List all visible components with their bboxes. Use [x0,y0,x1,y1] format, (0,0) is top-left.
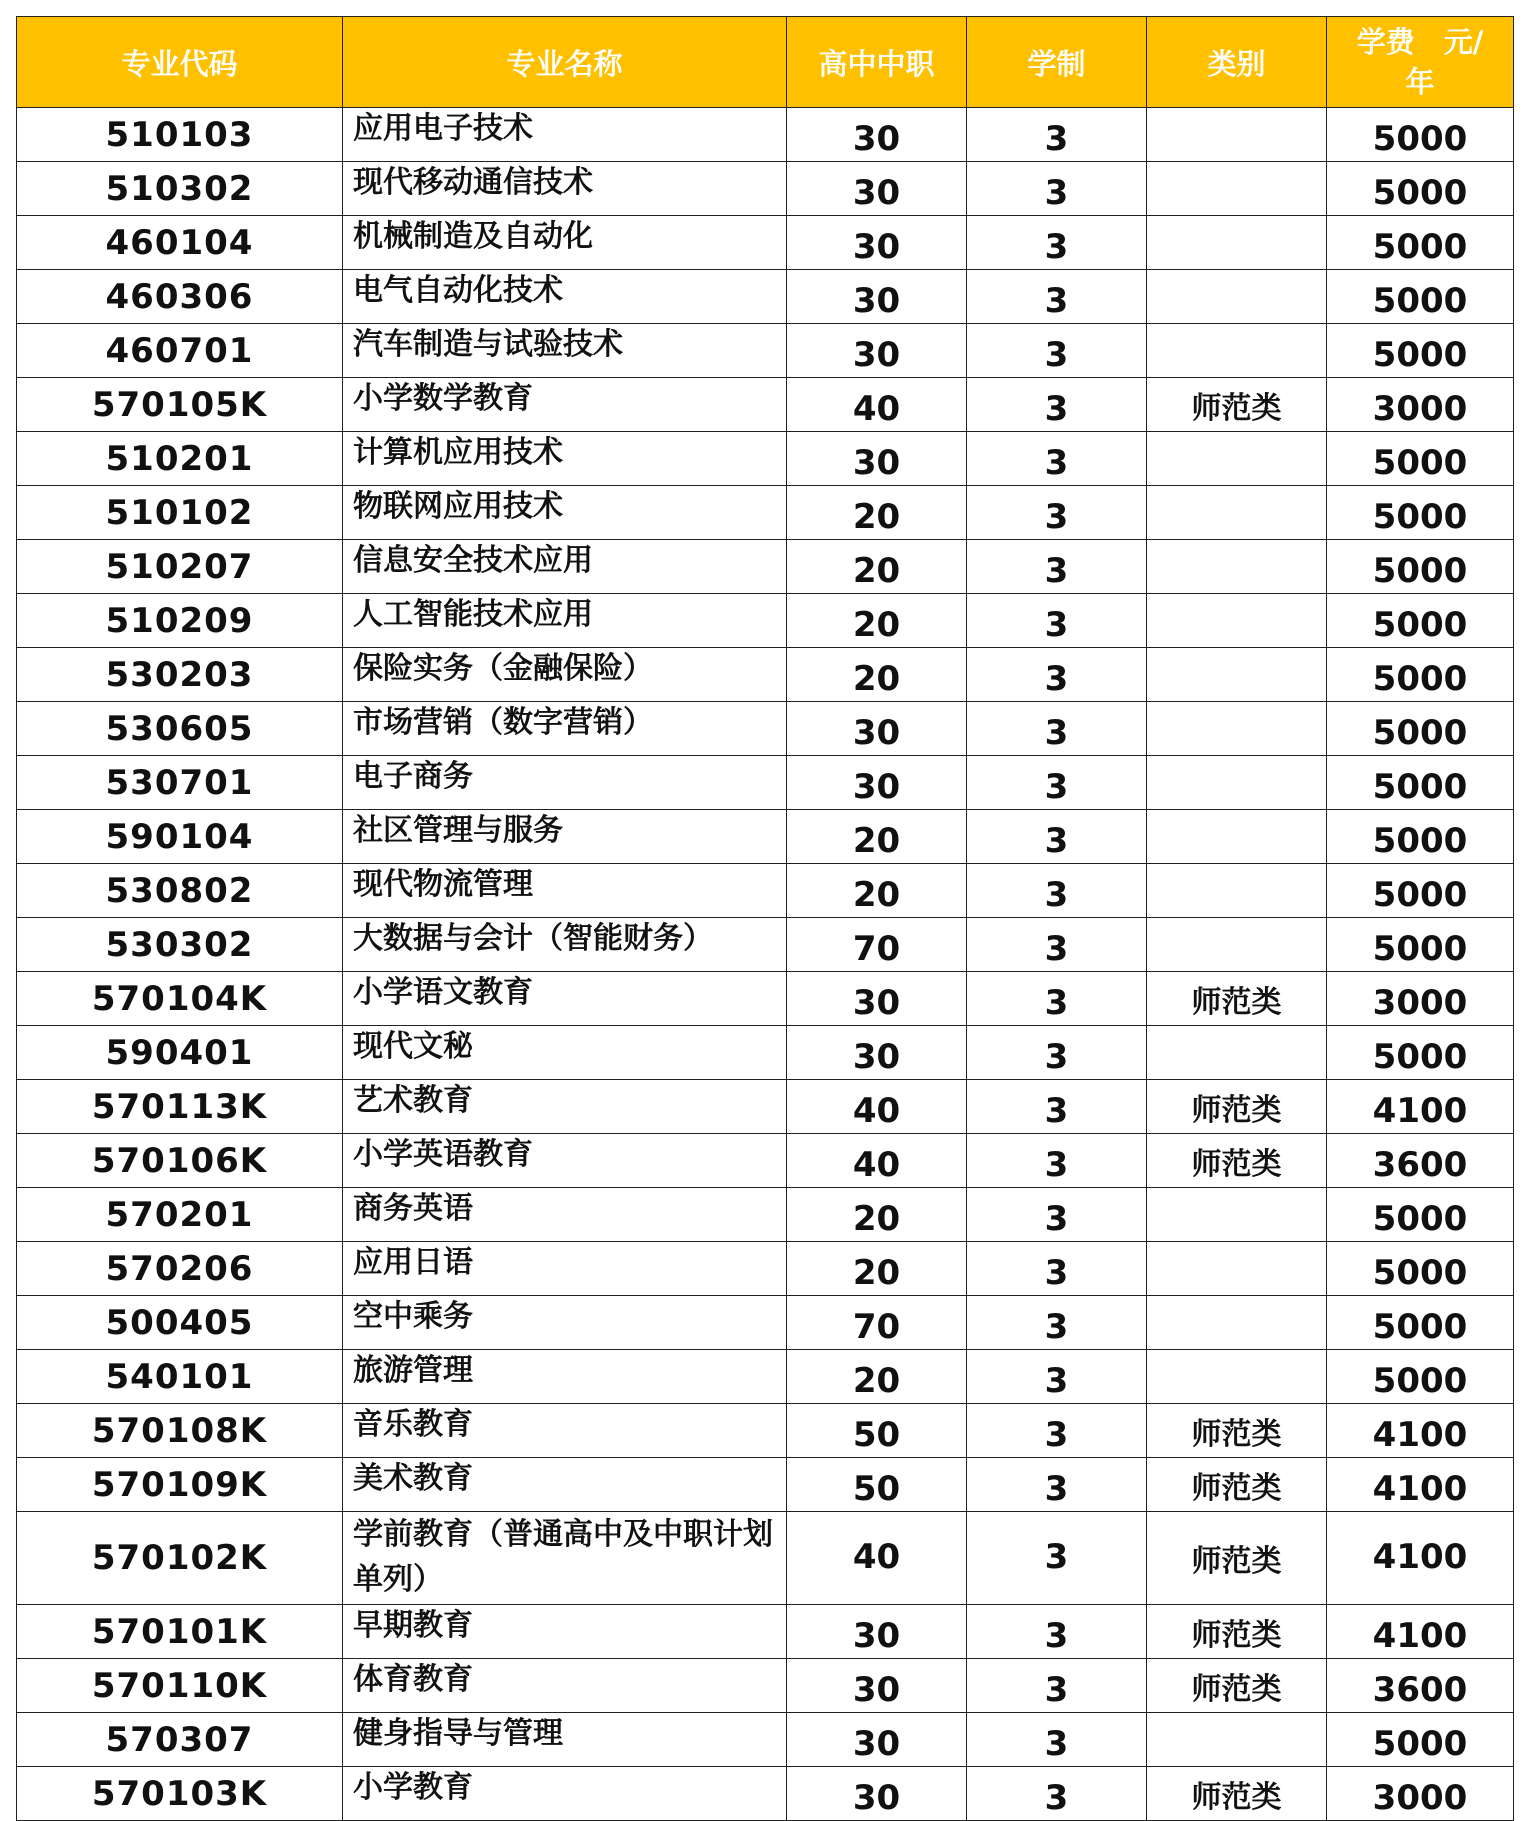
cell-code: 570206 [17,1242,343,1296]
cell-quota: 20 [787,864,967,918]
table-row [17,1350,1514,1404]
cell-quota: 20 [787,648,967,702]
cell-category [1147,1713,1327,1767]
cell-years: 3 [967,1188,1147,1242]
cell-fee: 5000 [1327,1713,1514,1767]
cell-category [1147,324,1327,378]
majors-table [16,16,1514,1821]
cell-name: 机械制造及自动化 [343,216,787,270]
cell-years: 3 [967,540,1147,594]
cell-category [1147,432,1327,486]
cell-fee: 4100 [1327,1404,1514,1458]
cell-quota: 30 [787,108,967,162]
cell-category: 师范类 [1147,1605,1327,1659]
table-row [17,378,1514,432]
cell-years: 3 [967,1458,1147,1512]
cell-years: 3 [967,756,1147,810]
cell-name: 物联网应用技术 [343,486,787,540]
cell-years: 3 [967,1404,1147,1458]
cell-category [1147,702,1327,756]
cell-years: 3 [967,972,1147,1026]
table-body [17,108,1514,1821]
table-row [17,216,1514,270]
cell-fee: 5000 [1327,810,1514,864]
cell-years: 3 [967,1134,1147,1188]
table-row [17,540,1514,594]
cell-fee: 5000 [1327,270,1514,324]
cell-category: 师范类 [1147,1080,1327,1134]
cell-code: 530605 [17,702,343,756]
cell-fee: 5000 [1327,1188,1514,1242]
cell-name: 应用电子技术 [343,108,787,162]
table-row [17,810,1514,864]
cell-fee: 5000 [1327,594,1514,648]
cell-category: 师范类 [1147,972,1327,1026]
cell-quota: 30 [787,1713,967,1767]
cell-name: 商务英语 [343,1188,787,1242]
table-row [17,756,1514,810]
cell-years: 3 [967,486,1147,540]
cell-code: 510102 [17,486,343,540]
cell-code: 460306 [17,270,343,324]
cell-name: 汽车制造与试验技术 [343,324,787,378]
cell-code: 570109K [17,1458,343,1512]
cell-category [1147,540,1327,594]
cell-fee: 5000 [1327,1026,1514,1080]
cell-quota: 30 [787,1605,967,1659]
table-row [17,1767,1514,1821]
cell-name: 人工智能技术应用 [343,594,787,648]
cell-quota: 30 [787,162,967,216]
cell-years: 3 [967,1605,1147,1659]
cell-quota: 30 [787,972,967,1026]
cell-fee: 4100 [1327,1605,1514,1659]
cell-code: 570110K [17,1659,343,1713]
cell-years: 3 [967,1296,1147,1350]
cell-code: 510103 [17,108,343,162]
cell-quota: 50 [787,1404,967,1458]
table-row [17,486,1514,540]
cell-name: 保险实务（金融保险） [343,648,787,702]
table-row [17,1080,1514,1134]
cell-code: 510209 [17,594,343,648]
cell-name: 体育教育 [343,1659,787,1713]
cell-name: 社区管理与服务 [343,810,787,864]
cell-category [1147,108,1327,162]
cell-name: 现代移动通信技术 [343,162,787,216]
cell-category [1147,1242,1327,1296]
cell-years: 3 [967,594,1147,648]
cell-code: 570103K [17,1767,343,1821]
cell-quota: 20 [787,486,967,540]
cell-category: 师范类 [1147,1512,1327,1605]
cell-years: 3 [967,1659,1147,1713]
cell-years: 3 [967,648,1147,702]
cell-fee: 5000 [1327,486,1514,540]
cell-code: 460104 [17,216,343,270]
cell-code: 570101K [17,1605,343,1659]
cell-code: 510207 [17,540,343,594]
cell-fee: 5000 [1327,864,1514,918]
cell-code: 590401 [17,1026,343,1080]
cell-years: 3 [967,1242,1147,1296]
cell-code: 570102K [17,1512,343,1605]
table-row [17,1188,1514,1242]
cell-category: 师范类 [1147,1767,1327,1821]
table-row [17,1659,1514,1713]
cell-quota: 30 [787,432,967,486]
header-quota: 高中中职 [787,17,967,108]
cell-years: 3 [967,1713,1147,1767]
cell-code: 570104K [17,972,343,1026]
cell-quota: 20 [787,1242,967,1296]
table-row [17,432,1514,486]
table-row [17,702,1514,756]
cell-fee: 5000 [1327,1350,1514,1404]
cell-category [1147,756,1327,810]
cell-name: 旅游管理 [343,1350,787,1404]
cell-name: 学前教育（普通高中及中职计划单列） [343,1512,787,1605]
cell-fee: 4100 [1327,1080,1514,1134]
cell-category [1147,1296,1327,1350]
table-header [17,17,1514,108]
table-row [17,270,1514,324]
cell-code: 570105K [17,378,343,432]
cell-category [1147,1026,1327,1080]
cell-name: 空中乘务 [343,1296,787,1350]
cell-quota: 20 [787,594,967,648]
cell-name: 小学数学教育 [343,378,787,432]
cell-quota: 30 [787,216,967,270]
cell-quota: 20 [787,810,967,864]
cell-code: 510201 [17,432,343,486]
cell-code: 500405 [17,1296,343,1350]
cell-name: 音乐教育 [343,1404,787,1458]
cell-name: 小学教育 [343,1767,787,1821]
cell-quota: 30 [787,702,967,756]
cell-years: 3 [967,1350,1147,1404]
cell-fee: 5000 [1327,648,1514,702]
cell-fee: 5000 [1327,162,1514,216]
cell-category: 师范类 [1147,1458,1327,1512]
cell-code: 570108K [17,1404,343,1458]
cell-fee: 4100 [1327,1458,1514,1512]
cell-years: 3 [967,108,1147,162]
cell-category: 师范类 [1147,1659,1327,1713]
cell-fee: 3600 [1327,1134,1514,1188]
cell-category [1147,486,1327,540]
cell-category [1147,864,1327,918]
cell-quota: 40 [787,378,967,432]
cell-quota: 30 [787,324,967,378]
cell-name: 电子商务 [343,756,787,810]
cell-name: 美术教育 [343,1458,787,1512]
cell-fee: 5000 [1327,1242,1514,1296]
table-row [17,972,1514,1026]
cell-category: 师范类 [1147,1134,1327,1188]
cell-name: 现代文秘 [343,1026,787,1080]
cell-years: 3 [967,1026,1147,1080]
table-row [17,1458,1514,1512]
cell-fee: 5000 [1327,702,1514,756]
cell-years: 3 [967,324,1147,378]
cell-quota: 40 [787,1080,967,1134]
cell-name: 市场营销（数字营销） [343,702,787,756]
cell-name: 早期教育 [343,1605,787,1659]
table-row [17,864,1514,918]
cell-category [1147,1350,1327,1404]
cell-years: 3 [967,1767,1147,1821]
cell-category [1147,216,1327,270]
cell-code: 570201 [17,1188,343,1242]
cell-fee: 5000 [1327,1296,1514,1350]
cell-quota: 70 [787,1296,967,1350]
cell-code: 530802 [17,864,343,918]
table-row [17,1713,1514,1767]
cell-name: 艺术教育 [343,1080,787,1134]
cell-name: 健身指导与管理 [343,1713,787,1767]
cell-fee: 4100 [1327,1512,1514,1605]
header-name: 专业名称 [343,17,787,108]
cell-years: 3 [967,810,1147,864]
header-fee [1327,17,1514,108]
cell-quota: 30 [787,1659,967,1713]
cell-quota: 20 [787,540,967,594]
cell-years: 3 [967,432,1147,486]
table-row [17,108,1514,162]
cell-category [1147,594,1327,648]
cell-code: 570106K [17,1134,343,1188]
cell-years: 3 [967,1512,1147,1605]
cell-name: 信息安全技术应用 [343,540,787,594]
cell-category [1147,810,1327,864]
cell-quota: 70 [787,918,967,972]
cell-fee: 3000 [1327,378,1514,432]
table-row [17,594,1514,648]
cell-category [1147,270,1327,324]
header-years: 学制 [967,17,1147,108]
cell-fee: 5000 [1327,918,1514,972]
cell-code: 510302 [17,162,343,216]
cell-code: 570307 [17,1713,343,1767]
table-row [17,918,1514,972]
cell-category [1147,162,1327,216]
table-row [17,162,1514,216]
cell-fee: 5000 [1327,756,1514,810]
cell-code: 570113K [17,1080,343,1134]
cell-quota: 30 [787,270,967,324]
cell-name: 小学英语教育 [343,1134,787,1188]
cell-name: 应用日语 [343,1242,787,1296]
header-fee-line1: 学费 元/ [1356,25,1484,59]
cell-years: 3 [967,702,1147,756]
cell-category [1147,648,1327,702]
header-row [17,17,1514,108]
cell-quota: 40 [787,1134,967,1188]
cell-code: 530302 [17,918,343,972]
table-row [17,1026,1514,1080]
cell-fee: 3000 [1327,1767,1514,1821]
cell-quota: 30 [787,1026,967,1080]
table-row [17,1134,1514,1188]
table-container [16,16,1513,1818]
table-row [17,1296,1514,1350]
table-row [17,1512,1514,1605]
cell-name: 现代物流管理 [343,864,787,918]
header-category: 类别 [1147,17,1327,108]
table-row [17,1242,1514,1296]
cell-code: 530701 [17,756,343,810]
cell-quota: 40 [787,1512,967,1605]
cell-name: 小学语文教育 [343,972,787,1026]
cell-code: 590104 [17,810,343,864]
cell-quota: 30 [787,756,967,810]
cell-years: 3 [967,864,1147,918]
table-row [17,648,1514,702]
header-code: 专业代码 [17,17,343,108]
cell-fee: 5000 [1327,540,1514,594]
cell-years: 3 [967,216,1147,270]
cell-name: 大数据与会计（智能财务） [343,918,787,972]
cell-name: 计算机应用技术 [343,432,787,486]
cell-years: 3 [967,378,1147,432]
cell-code: 540101 [17,1350,343,1404]
cell-fee: 5000 [1327,216,1514,270]
table-row [17,324,1514,378]
cell-category: 师范类 [1147,378,1327,432]
table-row [17,1605,1514,1659]
cell-category [1147,1188,1327,1242]
cell-category: 师范类 [1147,1404,1327,1458]
cell-fee: 5000 [1327,324,1514,378]
cell-fee: 5000 [1327,432,1514,486]
cell-fee: 5000 [1327,108,1514,162]
cell-years: 3 [967,162,1147,216]
cell-quota: 30 [787,1767,967,1821]
cell-quota: 20 [787,1188,967,1242]
cell-code: 460701 [17,324,343,378]
cell-quota: 20 [787,1350,967,1404]
cell-years: 3 [967,1080,1147,1134]
cell-fee: 3000 [1327,972,1514,1026]
cell-quota: 50 [787,1458,967,1512]
header-fee-line2: 年 [1405,65,1435,99]
cell-name: 电气自动化技术 [343,270,787,324]
cell-code: 530203 [17,648,343,702]
cell-years: 3 [967,270,1147,324]
cell-years: 3 [967,918,1147,972]
cell-category [1147,918,1327,972]
table-row [17,1404,1514,1458]
cell-fee: 3600 [1327,1659,1514,1713]
